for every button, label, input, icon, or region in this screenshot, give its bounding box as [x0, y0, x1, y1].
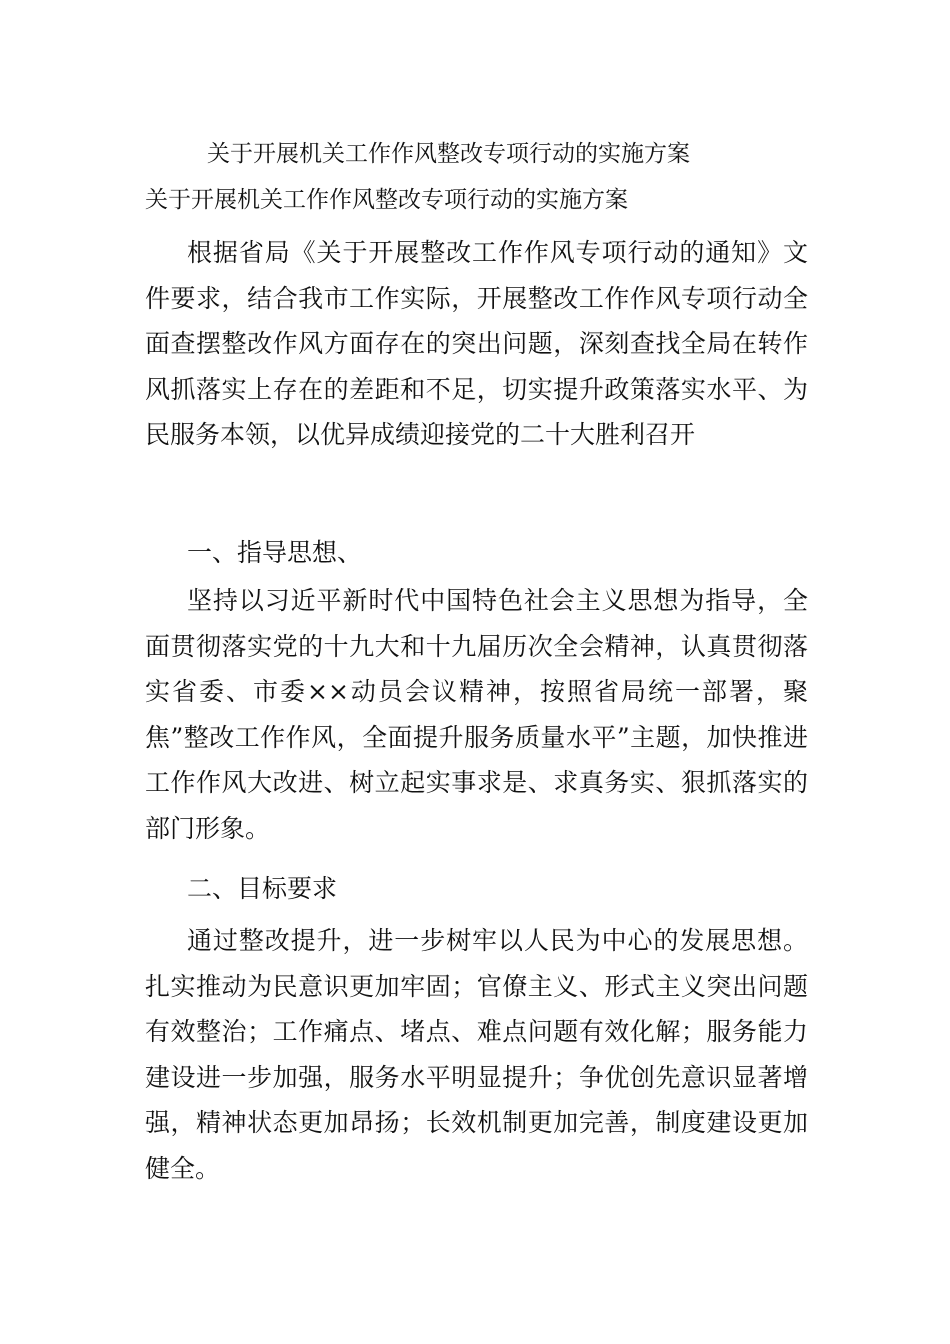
section-heading-guiding-ideology: 一、指导思想、	[187, 538, 363, 567]
goals-paragraph: 通过整改提升，进一步树牢以人民为中心的发展思想。扎实推动为民意识更加牢固；官僚主义、形式主义突出问题有效整治；工作痛点、堵点、难点问题有效化解；服务能力建设进一步加强，服务水平明显提升；争优创先意识显著增强，精神状态更加昂扬；长效机制更加完善，制度建设更加健全。	[145, 926, 808, 1183]
document-title-centered: 关于开展机关工作作风整改专项行动的实施方案	[207, 141, 690, 167]
section-heading-goals: 二、目标要求	[187, 874, 338, 903]
intro-paragraph: 根据省局《关于开展整改工作作风专项行动的通知》文件要求，结合我市工作实际，开展整改工作作风专项行动全面查摆整改作风方面存在的突出问题，深刻查找全局在转作风抓落实上存在的差距和不足，切实提升政策落实水平、为民服务本领，以优异成绩迎接党的二十大胜利召开	[145, 238, 808, 449]
guiding-ideology-paragraph: 坚持以习近平新时代中国特色社会主义思想为指导，全面贯彻落实党的十九大和十九届历次全会精神，认真贯彻落实省委、市委××动员会议精神，按照省局统一部署，聚焦”整改工作作风，全面提升服务质量水平”主题，加快推进工作作风大改进、树立起实事求是、求真务实、狠抓落实的部门形象。	[145, 586, 808, 843]
document-title-left: 关于开展机关工作作风整改专项行动的实施方案	[145, 187, 628, 213]
